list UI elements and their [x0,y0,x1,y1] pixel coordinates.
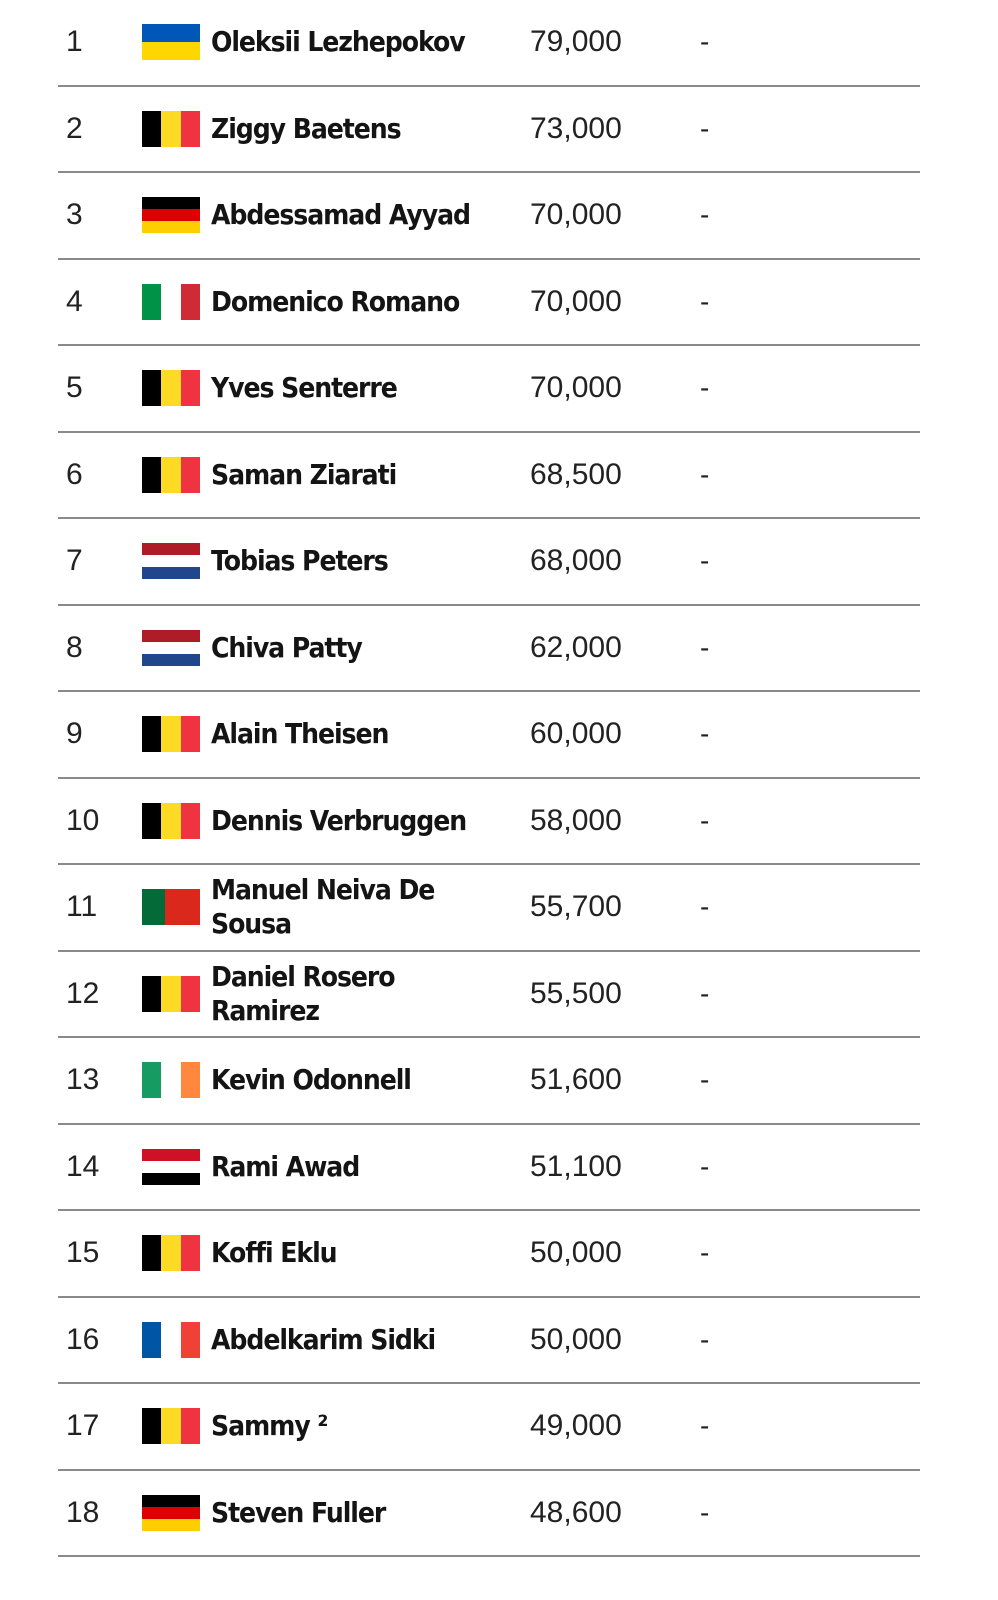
table-row[interactable] [58,1384,920,1471]
rank-cell: 2 [66,111,83,145]
points-cell: 49,000 [530,1409,622,1443]
italy-flag-icon [142,284,200,320]
player-name[interactable]: Koffi Eklu [211,1236,337,1270]
player-name[interactable]: Abdelkarim Sidki [211,1322,436,1356]
player-name[interactable]: Yves Senterre [211,371,397,405]
rank-cell: 6 [66,457,83,491]
points-cell: 55,700 [530,890,622,924]
change-cell: - [700,1064,710,1096]
table-row[interactable] [58,173,920,260]
points-cell: 68,500 [530,457,622,491]
player-name[interactable]: Sammy ² [211,1409,328,1443]
ranking-table [58,0,920,1557]
change-cell: - [700,112,710,144]
player-name[interactable]: Ziggy Baetens [211,111,401,145]
points-cell: 68,000 [530,544,622,578]
rank-cell: 11 [66,890,98,924]
points-cell: 70,000 [530,284,622,318]
change-cell: - [700,545,710,577]
change-cell: - [700,1496,710,1528]
table-row[interactable] [58,1211,920,1298]
belgium-flag-icon [142,370,200,406]
france-flag-icon [142,1322,200,1358]
change-cell: - [700,631,710,663]
player-name[interactable]: Oleksii Lezhepokov [211,25,465,59]
netherlands-flag-icon [142,543,200,579]
rank-cell: 12 [66,976,100,1010]
rank-cell: 18 [66,1495,100,1529]
points-cell: 70,000 [530,198,622,232]
table-row[interactable] [58,779,920,866]
change-cell: - [700,891,710,923]
change-cell: - [700,285,710,317]
player-name[interactable]: Tobias Peters [211,544,388,578]
points-cell: 60,000 [530,717,622,751]
table-row[interactable] [58,1038,920,1125]
points-cell: 58,000 [530,803,622,837]
change-cell: - [700,1150,710,1182]
change-cell: - [700,199,710,231]
points-cell: 50,000 [530,1322,622,1356]
egypt-flag-icon [142,1149,200,1185]
change-cell: - [700,804,710,836]
player-name[interactable]: Manuel Neiva De Sousa [211,873,435,941]
change-cell: - [700,1237,710,1269]
rank-cell: 10 [66,803,100,837]
table-row[interactable] [58,865,920,952]
points-cell: 48,600 [530,1495,622,1529]
rank-cell: 5 [66,371,83,405]
ireland-flag-icon [142,1062,200,1098]
table-row[interactable] [58,346,920,433]
netherlands-flag-icon [142,630,200,666]
portugal-flag-icon [142,889,200,925]
belgium-flag-icon [142,976,200,1012]
table-row[interactable] [58,87,920,174]
belgium-flag-icon [142,803,200,839]
change-cell: - [700,977,710,1009]
points-cell: 62,000 [530,630,622,664]
table-row[interactable] [58,606,920,693]
rank-cell: 3 [66,198,83,232]
points-cell: 50,000 [530,1236,622,1270]
rank-cell: 14 [66,1149,100,1183]
player-name[interactable]: Alain Theisen [211,717,389,751]
change-cell: - [700,26,710,58]
change-cell: - [700,718,710,750]
player-name[interactable]: Kevin Odonnell [211,1063,411,1097]
rank-cell: 9 [66,717,83,751]
points-cell: 70,000 [530,371,622,405]
player-name[interactable]: Daniel Rosero Ramirez [211,959,395,1027]
belgium-flag-icon [142,1235,200,1271]
rank-cell: 1 [66,25,83,59]
rank-cell: 15 [66,1236,100,1270]
player-name[interactable]: Rami Awad [211,1149,360,1183]
points-cell: 51,100 [530,1149,622,1183]
change-cell: - [700,1323,710,1355]
rank-cell: 7 [66,544,83,578]
belgium-flag-icon [142,716,200,752]
change-cell: - [700,372,710,404]
player-name[interactable]: Domenico Romano [211,284,460,318]
player-name[interactable]: Steven Fuller [211,1495,386,1529]
table-row[interactable] [58,952,920,1039]
player-name[interactable]: Saman Ziarati [211,457,397,491]
table-row[interactable] [58,0,920,87]
table-row[interactable] [58,1125,920,1212]
rank-cell: 13 [66,1063,100,1097]
points-cell: 55,500 [530,976,622,1010]
player-name[interactable]: Abdessamad Ayyad [211,198,470,232]
table-row[interactable] [58,1298,920,1385]
player-name[interactable]: Dennis Verbruggen [211,803,467,837]
table-row[interactable] [58,692,920,779]
ukraine-flag-icon [142,24,200,60]
belgium-flag-icon [142,457,200,493]
change-cell: - [700,1410,710,1442]
points-cell: 51,600 [530,1063,622,1097]
change-cell: - [700,458,710,490]
rank-cell: 8 [66,630,83,664]
player-name[interactable]: Chiva Patty [211,630,362,664]
germany-flag-icon [142,1495,200,1531]
belgium-flag-icon [142,1408,200,1444]
rank-cell: 4 [66,284,83,318]
germany-flag-icon [142,197,200,233]
table-row[interactable] [58,519,920,606]
points-cell: 73,000 [530,111,622,145]
table-row[interactable] [58,1471,920,1558]
rank-cell: 16 [66,1322,100,1356]
rank-cell: 17 [66,1409,100,1443]
table-row[interactable] [58,260,920,347]
points-cell: 79,000 [530,25,622,59]
belgium-flag-icon [142,111,200,147]
table-row[interactable] [58,433,920,520]
